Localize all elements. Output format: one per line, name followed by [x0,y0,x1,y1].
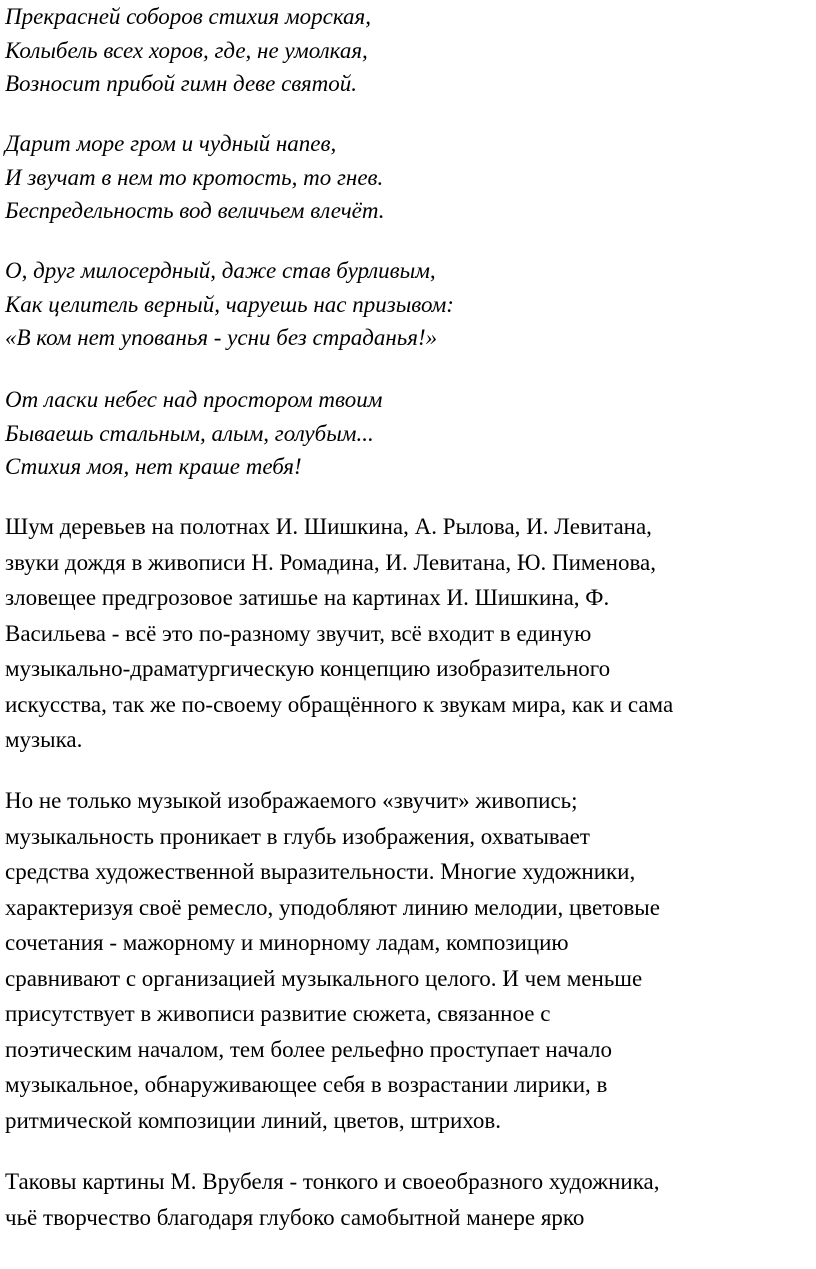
poem-line: Колыбель всех хоров, где, не умолкая, [5,37,368,63]
poem-line: И звучат в нем то кротость, то гнев. [5,164,384,190]
poem-line: Прекрасней соборов стихия морская, [5,4,371,29]
poem-line: Как целитель верный, чаруешь нас призывом: [5,291,454,317]
poem-stanza-3 [5,254,454,355]
poem-line: О, друг милосердный, даже став бурливым, [5,258,436,283]
poem-stanza-2 [5,127,385,228]
prose-line: поэтическим началом, тем более рельефно проступает начало [5,1036,612,1062]
prose-line: искусства, так же по-своему обращённого к звукам мира, как и сама [5,691,674,717]
prose-line: чьё творчество благодаря глубоко самобытной манере ярко [5,1204,585,1230]
prose-paragraph-3 [5,1164,660,1235]
prose-line: средства художественной выразительности. Многие художники, [5,859,636,884]
prose-paragraph-2 [5,783,660,1138]
poem-line: Бываешь стальным, алым, голубым... [5,420,374,446]
poem-line: От ласки небес над простором твоим [5,387,383,412]
prose-line: характеризуя своё ремесло, уподобляют линию мелодии, цветовые [5,894,660,920]
prose-line: Таковы картины М. Врубеля - тонкого и своеобразного художника, [5,1169,660,1194]
prose-line: ритмической композиции линий, цветов, штрихов. [5,1107,501,1133]
poem-stanza-1 [5,0,371,101]
poem-line: Возносит прибой гимн деве святой. [5,71,358,96]
prose-line: Шум деревьев на полотнах И. Шишкина, А. Рылова, И. Левитана, [5,514,652,539]
poem-line: Дарит море гром и чудный напев, [5,131,337,156]
poem-stanza-4 [5,383,382,484]
prose-line: зловещее предгрозовое затишье на картинах И. Шишкина, Ф. [5,585,610,610]
poem-line: Беспредельность вод величьем влечёт. [5,198,385,223]
prose-line: звуки дождя в живописи Н. Ромадина, И. Левитана, Ю. Пименова, [5,549,656,575]
prose-line: сравнивают с организацией музыкального целого. И чем меньше [5,965,643,991]
prose-line: музыкально-драматургическую концепцию изобразительного [5,656,611,681]
prose-paragraph-1 [5,509,673,758]
prose-line: сочетания - мажорному и минорному ладам, композицию [5,930,569,955]
prose-line: Но не только музыкой изображаемого «звучит» живопись; [5,788,578,813]
poem-line: Стихия моя, нет краше тебя! [5,454,302,479]
poem-line: «В ком нет упованья - усни без страданья!» [5,325,438,350]
prose-line: Васильева - всё это по-разному звучит, всё входит в единую [5,620,592,646]
prose-line: музыка. [5,727,83,752]
prose-line: музыкальность проникает в глубь изображения, охватывает [5,823,590,849]
prose-line: присутствует в живописи развитие сюжета, связанное с [5,1001,551,1026]
prose-line: музыкальное, обнаруживающее себя в возрастании лирики, в [5,1072,608,1097]
